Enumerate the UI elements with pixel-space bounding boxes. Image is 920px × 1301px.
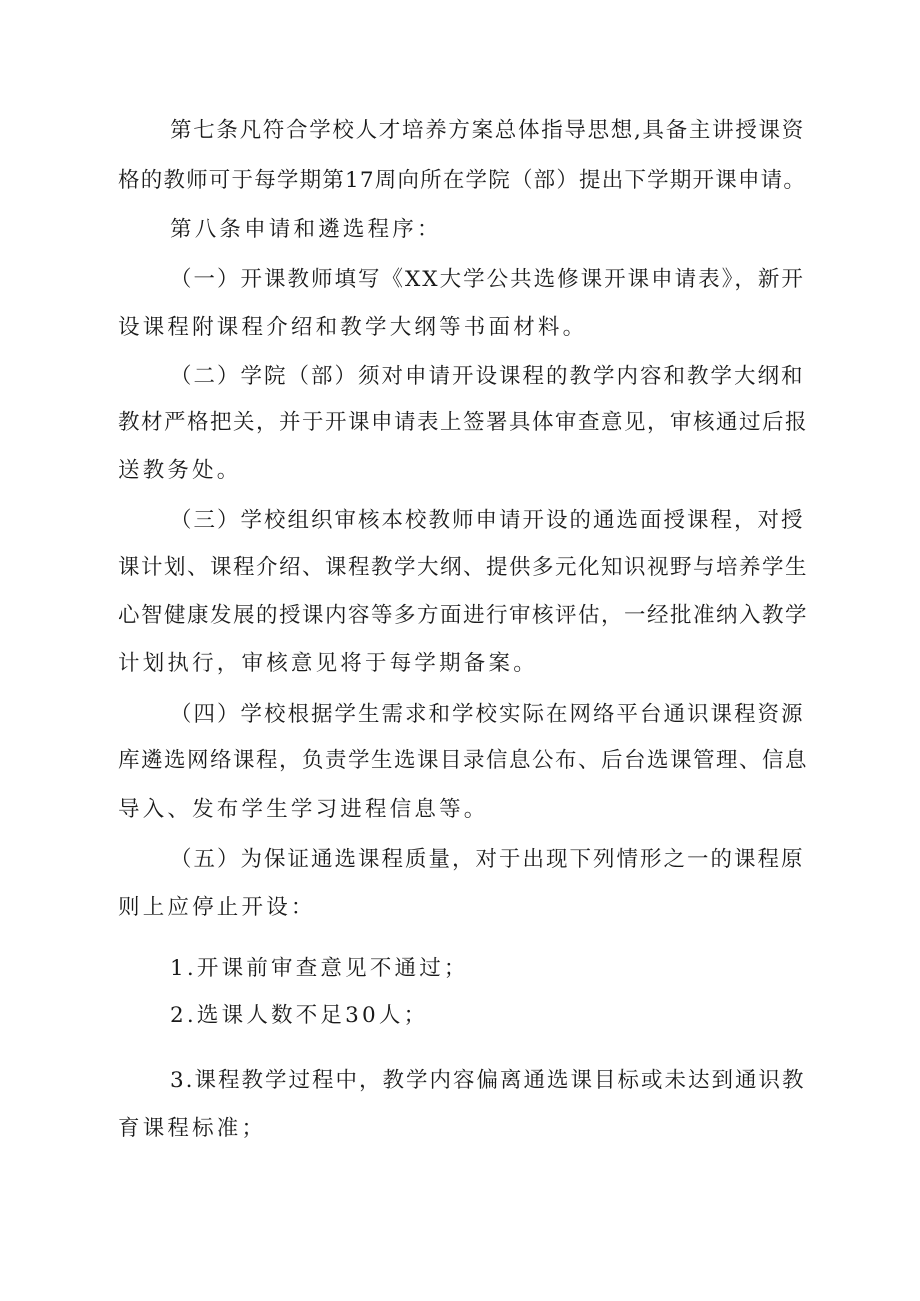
text-line: 格的教师可于每学期第17周向所在学院（部）提出下学期开课申请。 (118, 168, 807, 193)
text-line: 育课程标准； (118, 1116, 267, 1141)
text-line: （一）开课教师填写《XX大学公共选修课开课申请表》，新开 (170, 267, 805, 292)
text-line: 导入、发布学生学习进程信息等。 (118, 797, 489, 822)
text-line: 计划执行，审核意见将于每学期备案。 (118, 651, 538, 676)
text-line: （四）学校根据学生需求和学校实际在网络平台通识课程资源 (170, 702, 805, 727)
text-line: 心智健康发展的授课内容等多方面进行审核评估，一经批准纳入教学 (118, 603, 809, 628)
text-line: 则上应停止开设： (118, 895, 316, 920)
text-line: 教材严格把关，并于开课申请表上签署具体审查意见，审核通过后报 (118, 410, 809, 435)
text-line: 设课程附课程介绍和教学大纲等书面材料。 (118, 315, 588, 340)
text-line: （三）学校组织审核本校教师申请开设的通选面授课程，对授 (170, 508, 805, 533)
text-line: 第八条申请和遴选程序： (170, 217, 442, 242)
list-item-2: 2.选课人数不足30人； (170, 1003, 429, 1028)
text-line: （五）为保证通选课程质量，对于出现下列情形之一的课程原 (170, 847, 805, 872)
text-line: 送教务处。 (118, 458, 242, 483)
text-line: 课计划、课程介绍、课程教学大纲、提供多元化知识视野与培养学生 (118, 555, 809, 580)
text-line: 第七条凡符合学校人才培养方案总体指导思想,具备主讲授课资 (170, 118, 805, 143)
list-item-1: 1.开课前审查意见不通过； (170, 956, 469, 981)
list-item-3: 3.课程教学过程中，教学内容偏离通选课目标或未达到通识教 (170, 1068, 806, 1093)
text-line: （二）学院（部）须对申请开设课程的教学内容和教学大纲和 (170, 364, 805, 389)
text-line: 库遴选网络课程，负责学生选课目录信息公布、后台选课管理、信息 (118, 748, 809, 773)
